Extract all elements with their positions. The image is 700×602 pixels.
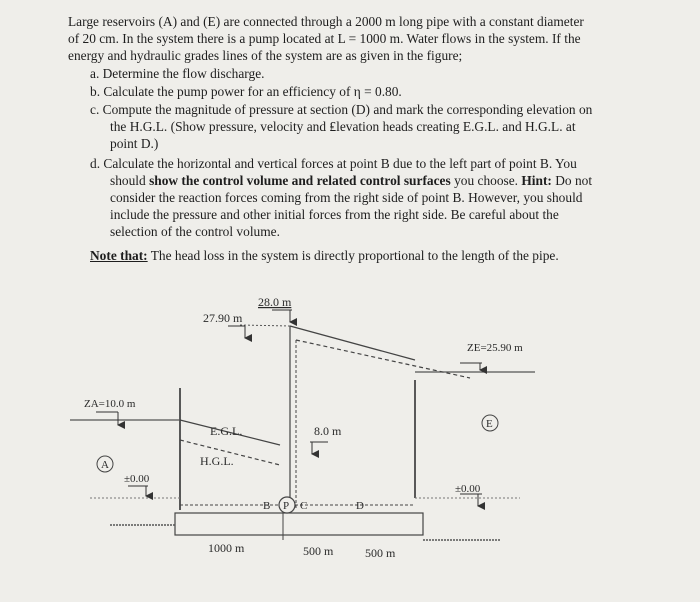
label-za: ZA=10.0 m — [84, 398, 136, 410]
part-d-emphasis: show the control volume and related control surfaces — [149, 173, 451, 188]
part-c-line-1: c. Compute the magnitude of pressure at section (D) and mark the corresponding elevation on — [90, 102, 593, 117]
hint-text: Do not — [551, 173, 593, 188]
egl-peak-leader — [240, 325, 290, 326]
pipe-body — [175, 513, 423, 535]
label-zero-right: ±0.00 — [455, 483, 481, 495]
part-d-line-1: d. Calculate the horizontal and vertical forces at point B due to the left part of point B. You — [90, 156, 577, 171]
part-c-line-3: point D.) — [110, 136, 159, 151]
part-c-line-2: the H.G.L. (Show pressure, velocity and ₤levation heads creating E.G.L. and H.G.L. at — [110, 119, 576, 134]
label-d: D — [356, 500, 364, 512]
label-500-a: 500 m — [303, 544, 334, 558]
label-1000: 1000 m — [208, 541, 245, 555]
part-d-line-2-pre: should — [110, 173, 150, 188]
note-text: The head loss in the system is directly proportional to the length of the pipe. — [147, 248, 559, 263]
note-label: Note that: — [90, 248, 148, 263]
label-egl: E.G.L. — [210, 424, 243, 438]
intro-line-2: of 20 cm. In the system there is a pump located at L = 1000 m. Water flows in the system. If the — [68, 31, 581, 46]
label-p: P — [283, 500, 290, 512]
label-zero-left: ±0.00 — [124, 473, 150, 485]
part-d-line-3: consider the reaction forces coming from the right side of point B. However, you should — [110, 190, 583, 205]
part-d-line-5: selection of the control volume. — [110, 224, 280, 239]
label-hgl: H.G.L. — [200, 454, 234, 468]
label-c: C — [300, 500, 308, 512]
label-28: 28.0 m — [258, 295, 292, 309]
label-500-b: 500 m — [365, 546, 396, 560]
part-b: b. Calculate the pump power for an efficiency of η = 0.80. — [90, 84, 402, 99]
part-a: a. Determine the flow discharge. — [90, 66, 265, 81]
egl-right — [290, 326, 415, 360]
part-d-line-4: include the pressure and other initial forces from the right side. Be careful about the — [110, 207, 559, 222]
label-ze: ZE=25.90 m — [467, 342, 523, 354]
label-8: 8.0 m — [314, 424, 342, 438]
intro-line-1: Large reservoirs (A) and (E) are connected through a 2000 m long pipe with a constant diameter — [68, 14, 584, 29]
hint-label: Hint: — [521, 173, 552, 188]
intro-line-3: energy and hydraulic grades lines of the system are as given in the figure; — [68, 48, 463, 63]
part-d-line-2-post: you choose. — [450, 173, 522, 188]
label-b: B — [263, 500, 271, 512]
label-e: E — [486, 418, 493, 430]
label-2790: 27.90 m — [203, 311, 243, 325]
label-a: A — [101, 459, 109, 471]
